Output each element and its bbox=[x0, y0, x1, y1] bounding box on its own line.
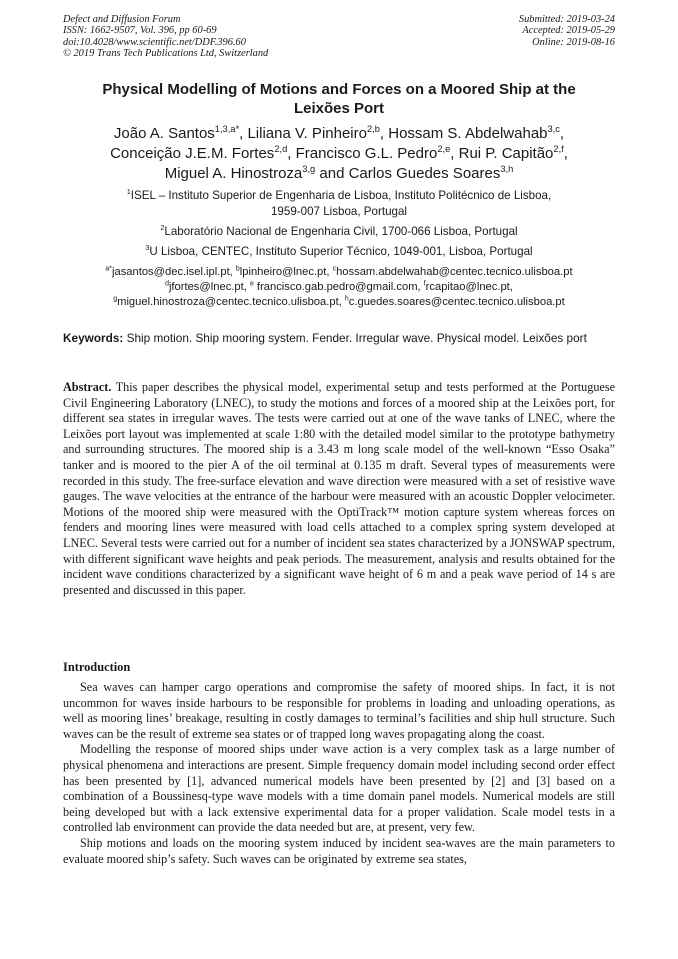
affiliation-3 bbox=[63, 244, 615, 260]
affiliation-1 bbox=[63, 188, 615, 219]
journal-copyright: © 2019 Trans Tech Publications Ltd, Switzerland bbox=[63, 48, 269, 60]
abstract-text: This paper describes the physical model, experimental setup and tests performed at the Portuguese Civil Engineering Laboratory (LNEC), to study the motions and forces of a moored ship at the Leixões port, for different sea states in irregular waves. The tests were carried out at one of the wave tanks of LNEC, where the Leixões port layout was implemented at scale 1:80 with the detailed model similar to the prototype bathymetry and surrounding structures. The moored ship is a 3.43 m long scale model of the well-known “Esso Osaka” tanker and is moored to the pier A of the oil terminal at 0.135 m draft. Several types of measurements were recorded in this study. The free-surface elevation and wave direction were measured with a set of resistive wave gauges. The wave velocities at the entrance of the harbour were measured with an acoustic Doppler velocimeter. Motions of the moored ship were measured with the OptiTrack™ motion capture system whereas forces on fenders and mooring lines were measured with load cells attached to a complex spring system developed at LNEC. Several tests were carried out for a number of incident sea states characterized by a JONSWAP spectrum, with different significant wave heights and peak periods. The measurement, analysis and results obtained for the incident wave conditions characterized by a significant wave height of 6 m and a peak wave period of 14 s are presented and discussed in this paper. bbox=[63, 380, 615, 597]
journal-issn: ISSN: 1662-9507, Vol. 396, pp 60-69 bbox=[63, 25, 217, 37]
author-emails bbox=[63, 265, 615, 311]
paragraph: Modelling the response of moored ships under wave action is a very complex task as a large number of physical phenomena and interactions are present. Simple frequency domain model including second order effect has been presented by [1], advanced numerical models have been presented by [2] and [3] based on a combination of a Boussinesq-type wave models with a time domain panel models. Numerical models are still being developed but with a lack extensive experimental data for a proper validation. Scale model tests in a controlled lab environment can provide the data needed but are, at present, very few. bbox=[63, 742, 615, 835]
online-date: Online: 2019-08-16 bbox=[532, 36, 615, 48]
email-line bbox=[63, 265, 615, 280]
email-address[interactable]: rcapitao@lnec.pt, bbox=[425, 281, 513, 294]
email-address[interactable]: francisco.gab.pedro@gmail.com, bbox=[253, 281, 424, 294]
author-line bbox=[63, 164, 615, 184]
paragraph: Sea waves can hamper cargo operations and compromise the safety of moored ships. In fact, it is not uncommon for waves inside harbours to be responsible for problems in loading and unloading operations, as well as mooring lines’ breakage, resulting in costly damages to terminal’s facilities and ship hull structure. Such waves can be the result of extreme sea states or of trapped long waves propagating along the coast. bbox=[63, 680, 615, 741]
author-affiliation-mark: 3,g bbox=[302, 164, 316, 174]
email-mark: g bbox=[113, 295, 118, 303]
email-address[interactable]: lpinheiro@lnec.pt, bbox=[239, 266, 333, 278]
author-line bbox=[63, 124, 615, 144]
journal-doi: doi:10.4028/www.scientific.net/DDF.396.60 bbox=[63, 36, 246, 48]
author-name: Rui P. Capitão bbox=[458, 145, 554, 162]
affiliation-line bbox=[63, 188, 615, 204]
author-separator: , bbox=[239, 125, 248, 142]
paper-title bbox=[80, 80, 598, 118]
paragraph: Ship motions and loads on the mooring system induced by incident sea-waves are the main parameters to evaluate moored ship’s safety. Such waves can be originated by extreme sea states, bbox=[63, 835, 615, 866]
email-address[interactable]: jasantos@dec.isel.ipl.pt, bbox=[111, 266, 236, 278]
journal-header bbox=[63, 14, 268, 60]
author-name: Carlos Guedes Soares bbox=[348, 165, 501, 182]
keywords bbox=[63, 331, 615, 347]
author-affiliation-mark: 2,e bbox=[437, 144, 451, 154]
author-separator: , bbox=[287, 145, 296, 162]
keywords-label: Keywords: bbox=[63, 331, 124, 345]
email-address[interactable]: c.guedes.soares@centec.tecnico.ulisboa.pt bbox=[348, 296, 565, 309]
email-mark: h bbox=[344, 295, 349, 303]
author-line bbox=[63, 144, 615, 164]
paper-title-line: Physical Modelling of Motions and Forces on a Moored Ship at the bbox=[102, 81, 576, 98]
affiliation-mark: 2 bbox=[160, 223, 165, 233]
email-line bbox=[63, 295, 615, 310]
author-affiliation-mark: 3,h bbox=[500, 164, 514, 174]
author-affiliation-mark: 1,3,a* bbox=[214, 124, 240, 134]
affiliation-text: Laboratório Nacional de Engenharia Civil, 1700-066 Lisboa, Portugal bbox=[164, 225, 518, 238]
abstract-label: Abstract. bbox=[63, 380, 112, 394]
affiliation-text: U Lisboa, CENTEC, Instituto Superior Técnico, 1049-001, Lisboa, Portugal bbox=[149, 245, 533, 258]
abstract bbox=[63, 380, 615, 598]
journal-name: Defect and Diffusion Forum bbox=[63, 14, 181, 25]
email-mark: b bbox=[235, 265, 240, 273]
affiliation-line: 1959-007 Lisboa, Portugal bbox=[270, 204, 407, 218]
introduction-body bbox=[63, 680, 615, 867]
affiliation-text: ISEL – Instituto Superior de Engenharia de Lisboa, Instituto Politécnico de Lisboa, bbox=[130, 189, 552, 202]
author-affiliation-mark: 2,b bbox=[366, 124, 380, 134]
author-separator: , bbox=[559, 125, 565, 142]
email-address[interactable]: jfortes@lnec.pt, bbox=[168, 281, 250, 294]
author-separator: and bbox=[315, 165, 349, 182]
submitted-date: Submitted: 2019-03-24 bbox=[518, 14, 615, 25]
author-separator: , bbox=[563, 145, 568, 162]
email-mark: c bbox=[332, 265, 337, 273]
affiliation-mark: 1 bbox=[126, 187, 131, 197]
email-address[interactable]: hossam.abdelwahab@centec.tecnico.ulisboa.pt bbox=[336, 266, 573, 278]
author-name: Liliana V. Pinheiro bbox=[247, 125, 367, 142]
email-line bbox=[63, 280, 615, 295]
author-name: João A. Santos bbox=[113, 125, 215, 142]
email-address[interactable]: miguel.hinostroza@centec.tecnico.ulisboa.pt, bbox=[117, 296, 345, 309]
author-name: Francisco G.L. Pedro bbox=[295, 145, 438, 162]
author-list bbox=[63, 124, 615, 184]
accepted-date: Accepted: 2019-05-29 bbox=[522, 25, 615, 37]
author-name: Miguel A. Hinostroza bbox=[164, 165, 303, 182]
paper-title-line: Leixões Port bbox=[293, 100, 385, 117]
author-name: Conceição J.E.M. Fortes bbox=[110, 145, 275, 162]
section-heading-introduction: Introduction bbox=[63, 660, 131, 674]
author-separator: , bbox=[450, 145, 459, 162]
author-affiliation-mark: 2,d bbox=[274, 144, 288, 154]
email-mark: f bbox=[423, 280, 426, 288]
affiliation-mark: 3 bbox=[145, 243, 150, 253]
affiliation-2 bbox=[63, 224, 615, 240]
dates-header bbox=[519, 14, 615, 48]
keywords-text: Ship motion. Ship mooring system. Fender. Irregular wave. Physical model. Leixões port bbox=[123, 331, 587, 345]
email-mark: a* bbox=[105, 265, 112, 273]
author-name: Hossam S. Abdelwahab bbox=[388, 125, 548, 142]
email-mark: e bbox=[249, 280, 254, 288]
author-affiliation-mark: 2,f bbox=[553, 144, 564, 154]
author-affiliation-mark: 3,c bbox=[547, 124, 560, 134]
author-separator: , bbox=[379, 125, 389, 142]
email-mark: d bbox=[165, 280, 169, 288]
